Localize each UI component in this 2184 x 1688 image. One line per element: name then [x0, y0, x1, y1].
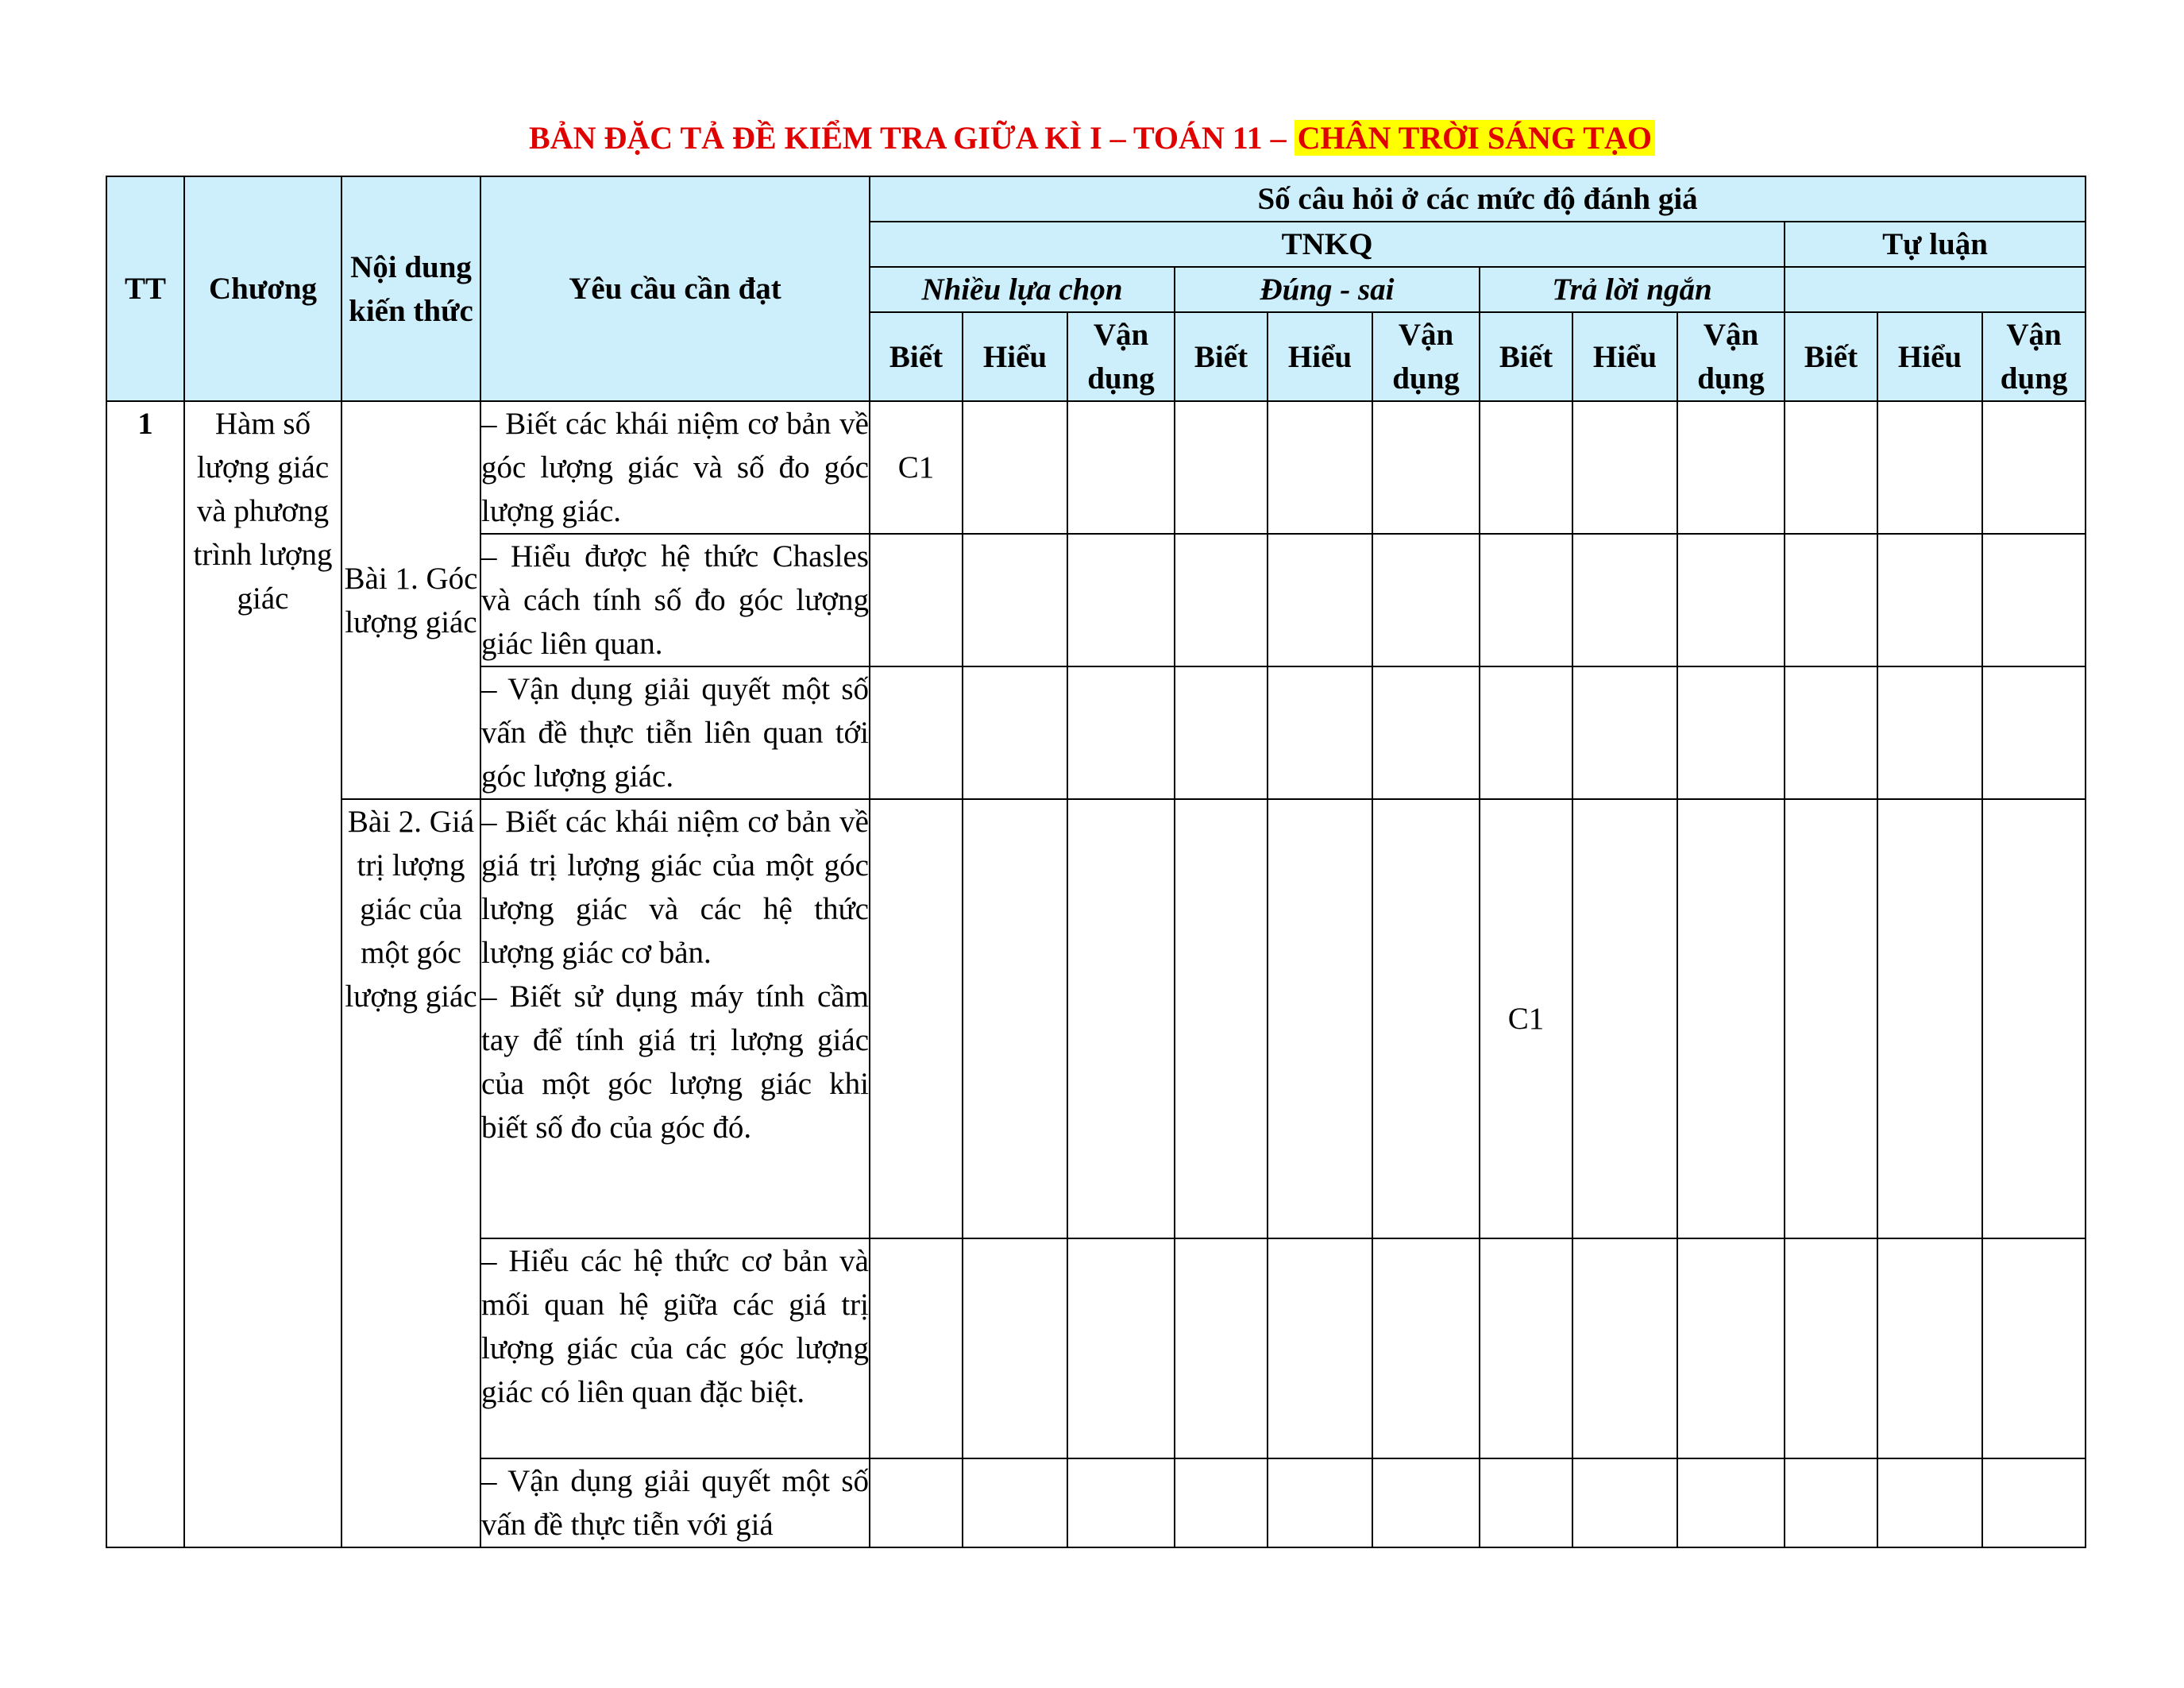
empty-cell — [963, 666, 1067, 799]
title-main: BẢN ĐẶC TẢ ĐỀ KIỂM TRA GIỮA KÌ I – TOÁN 11 – — [529, 120, 1295, 156]
empty-cell — [1067, 666, 1175, 799]
empty-cell — [1677, 666, 1785, 799]
empty-cell — [1785, 1458, 1877, 1547]
empty-cell — [1268, 1458, 1372, 1547]
chapter-cell: Hàm số lượng giác và phương trình lượng giác — [184, 401, 341, 1547]
requirement-cell: – Biết các khái niệm cơ bản về góc lượng giác và số đo góc lượng giác. — [480, 401, 870, 534]
empty-cell — [1572, 666, 1677, 799]
level-header: Vận dụng — [1372, 312, 1480, 401]
empty-cell — [1677, 799, 1785, 1238]
empty-cell — [1175, 799, 1268, 1238]
empty-cell — [1175, 666, 1268, 799]
title-highlight: CHÂN TRỜI SÁNG TẠO — [1295, 120, 1655, 156]
empty-cell — [1982, 401, 2086, 534]
empty-cell — [1175, 1458, 1268, 1547]
requirement-cell: – Vận dụng giải quyết một số vấn đề thực tiễn liên quan tới góc lượng giác. — [480, 666, 870, 799]
empty-cell — [1067, 1458, 1175, 1547]
empty-cell — [963, 1238, 1067, 1458]
empty-cell — [1067, 799, 1175, 1238]
level-header: Biết — [1785, 312, 1877, 401]
empty-cell — [1877, 1458, 1982, 1547]
empty-cell — [1982, 1458, 2086, 1547]
empty-cell — [1572, 401, 1677, 534]
level-header: Biết — [1175, 312, 1268, 401]
level-header: Hiểu — [1877, 312, 1982, 401]
empty-cell — [1480, 1458, 1572, 1547]
empty-cell — [1572, 799, 1677, 1238]
empty-cell — [1677, 401, 1785, 534]
level-header: Hiểu — [1268, 312, 1372, 401]
empty-cell — [1268, 799, 1372, 1238]
level-header: Biết — [1480, 312, 1572, 401]
empty-cell — [1677, 534, 1785, 666]
col-content-header: Nội dung kiến thức — [341, 176, 480, 401]
requirement-cell — [480, 799, 870, 1238]
empty-cell — [1877, 666, 1982, 799]
empty-cell — [870, 1238, 963, 1458]
empty-cell — [1982, 666, 2086, 799]
tt-cell: 1 — [106, 401, 184, 1547]
empty-cell — [1372, 666, 1480, 799]
level-header: Biết — [870, 312, 963, 401]
empty-cell — [1268, 1238, 1372, 1458]
empty-cell — [870, 799, 963, 1238]
empty-cell — [1480, 1238, 1572, 1458]
empty-cell — [1572, 1458, 1677, 1547]
col-requirement-header: Yêu cầu cần đạt — [480, 176, 870, 401]
requirement-cell: – Vận dụng giải quyết một số vấn đề thực tiễn với giá — [480, 1458, 870, 1547]
empty-cell — [1785, 1238, 1877, 1458]
empty-cell — [963, 534, 1067, 666]
empty-cell — [1877, 401, 1982, 534]
empty-cell — [963, 401, 1067, 534]
mc-biet-cell: C1 — [870, 401, 963, 534]
empty-cell — [870, 534, 963, 666]
essay-subheader-empty — [1785, 267, 2086, 312]
true-false-header: Đúng - sai — [1175, 267, 1480, 312]
empty-cell — [1175, 534, 1268, 666]
short-answer-header: Trả lời ngắn — [1480, 267, 1785, 312]
empty-cell — [963, 1458, 1067, 1547]
empty-cell — [1268, 401, 1372, 534]
requirement-cell: – Hiểu các hệ thức cơ bản và mối quan hệ giữa các giá trị lượng giác của các góc lượng giác có liên quan đặc biệt. — [480, 1238, 870, 1458]
tnkq-header: TNKQ — [870, 222, 1785, 267]
empty-cell — [1268, 666, 1372, 799]
empty-cell — [1175, 1238, 1268, 1458]
empty-cell — [1982, 1238, 2086, 1458]
requirement-part: – Biết các khái niệm cơ bản về giá trị lượng giác của một góc lượng giác và các hệ thức lượng giác cơ bản. — [481, 805, 869, 970]
essay-header: Tự luận — [1785, 222, 2086, 267]
question-count-header: Số câu hỏi ở các mức độ đánh giá — [870, 176, 2086, 222]
level-header: Vận dụng — [1067, 312, 1175, 401]
level-header: Vận dụng — [1982, 312, 2086, 401]
empty-cell — [1372, 401, 1480, 534]
empty-cell — [1175, 401, 1268, 534]
empty-cell — [1785, 666, 1877, 799]
empty-cell — [1268, 534, 1372, 666]
table-row — [106, 401, 2086, 534]
header-row-1 — [106, 176, 2086, 222]
multiple-choice-header: Nhiều lựa chọn — [870, 267, 1175, 312]
empty-cell — [1877, 1238, 1982, 1458]
empty-cell — [1572, 1238, 1677, 1458]
empty-cell — [1572, 534, 1677, 666]
col-tt-header: TT — [106, 176, 184, 401]
col-chapter-header: Chương — [184, 176, 341, 401]
level-header: Vận dụng — [1677, 312, 1785, 401]
empty-cell — [1067, 534, 1175, 666]
page-title — [0, 118, 2184, 159]
empty-cell — [1480, 666, 1572, 799]
empty-cell — [1372, 1458, 1480, 1547]
level-header: Hiểu — [1572, 312, 1677, 401]
short-answer-biet-cell: C1 — [1480, 799, 1572, 1238]
table-row — [106, 799, 2086, 1238]
empty-cell — [1372, 799, 1480, 1238]
requirement-cell: – Hiểu được hệ thức Chasles và cách tính số đo góc lượng giác liên quan. — [480, 534, 870, 666]
empty-cell — [963, 799, 1067, 1238]
empty-cell — [1982, 799, 2086, 1238]
lesson-1-cell: Bài 1. Góc lượng giác — [341, 401, 480, 799]
empty-cell — [1480, 401, 1572, 534]
empty-cell — [1877, 534, 1982, 666]
empty-cell — [870, 1458, 963, 1547]
empty-cell — [1372, 1238, 1480, 1458]
specification-table — [106, 176, 2086, 1548]
requirement-part: – Biết sử dụng máy tính cầm tay để tính giá trị lượng giác của một góc lượng giác khi biết số đo của góc đó. — [481, 979, 869, 1145]
empty-cell — [1372, 534, 1480, 666]
empty-cell — [870, 666, 963, 799]
empty-cell — [1067, 1238, 1175, 1458]
lesson-2-cell: Bài 2. Giá trị lượng giác của một góc lượng giác — [341, 799, 480, 1547]
empty-cell — [1785, 401, 1877, 534]
empty-cell — [1677, 1458, 1785, 1547]
empty-cell — [1877, 799, 1982, 1238]
empty-cell — [1480, 534, 1572, 666]
empty-cell — [1677, 1238, 1785, 1458]
level-header: Hiểu — [963, 312, 1067, 401]
empty-cell — [1067, 401, 1175, 534]
empty-cell — [1982, 534, 2086, 666]
empty-cell — [1785, 799, 1877, 1238]
empty-cell — [1785, 534, 1877, 666]
